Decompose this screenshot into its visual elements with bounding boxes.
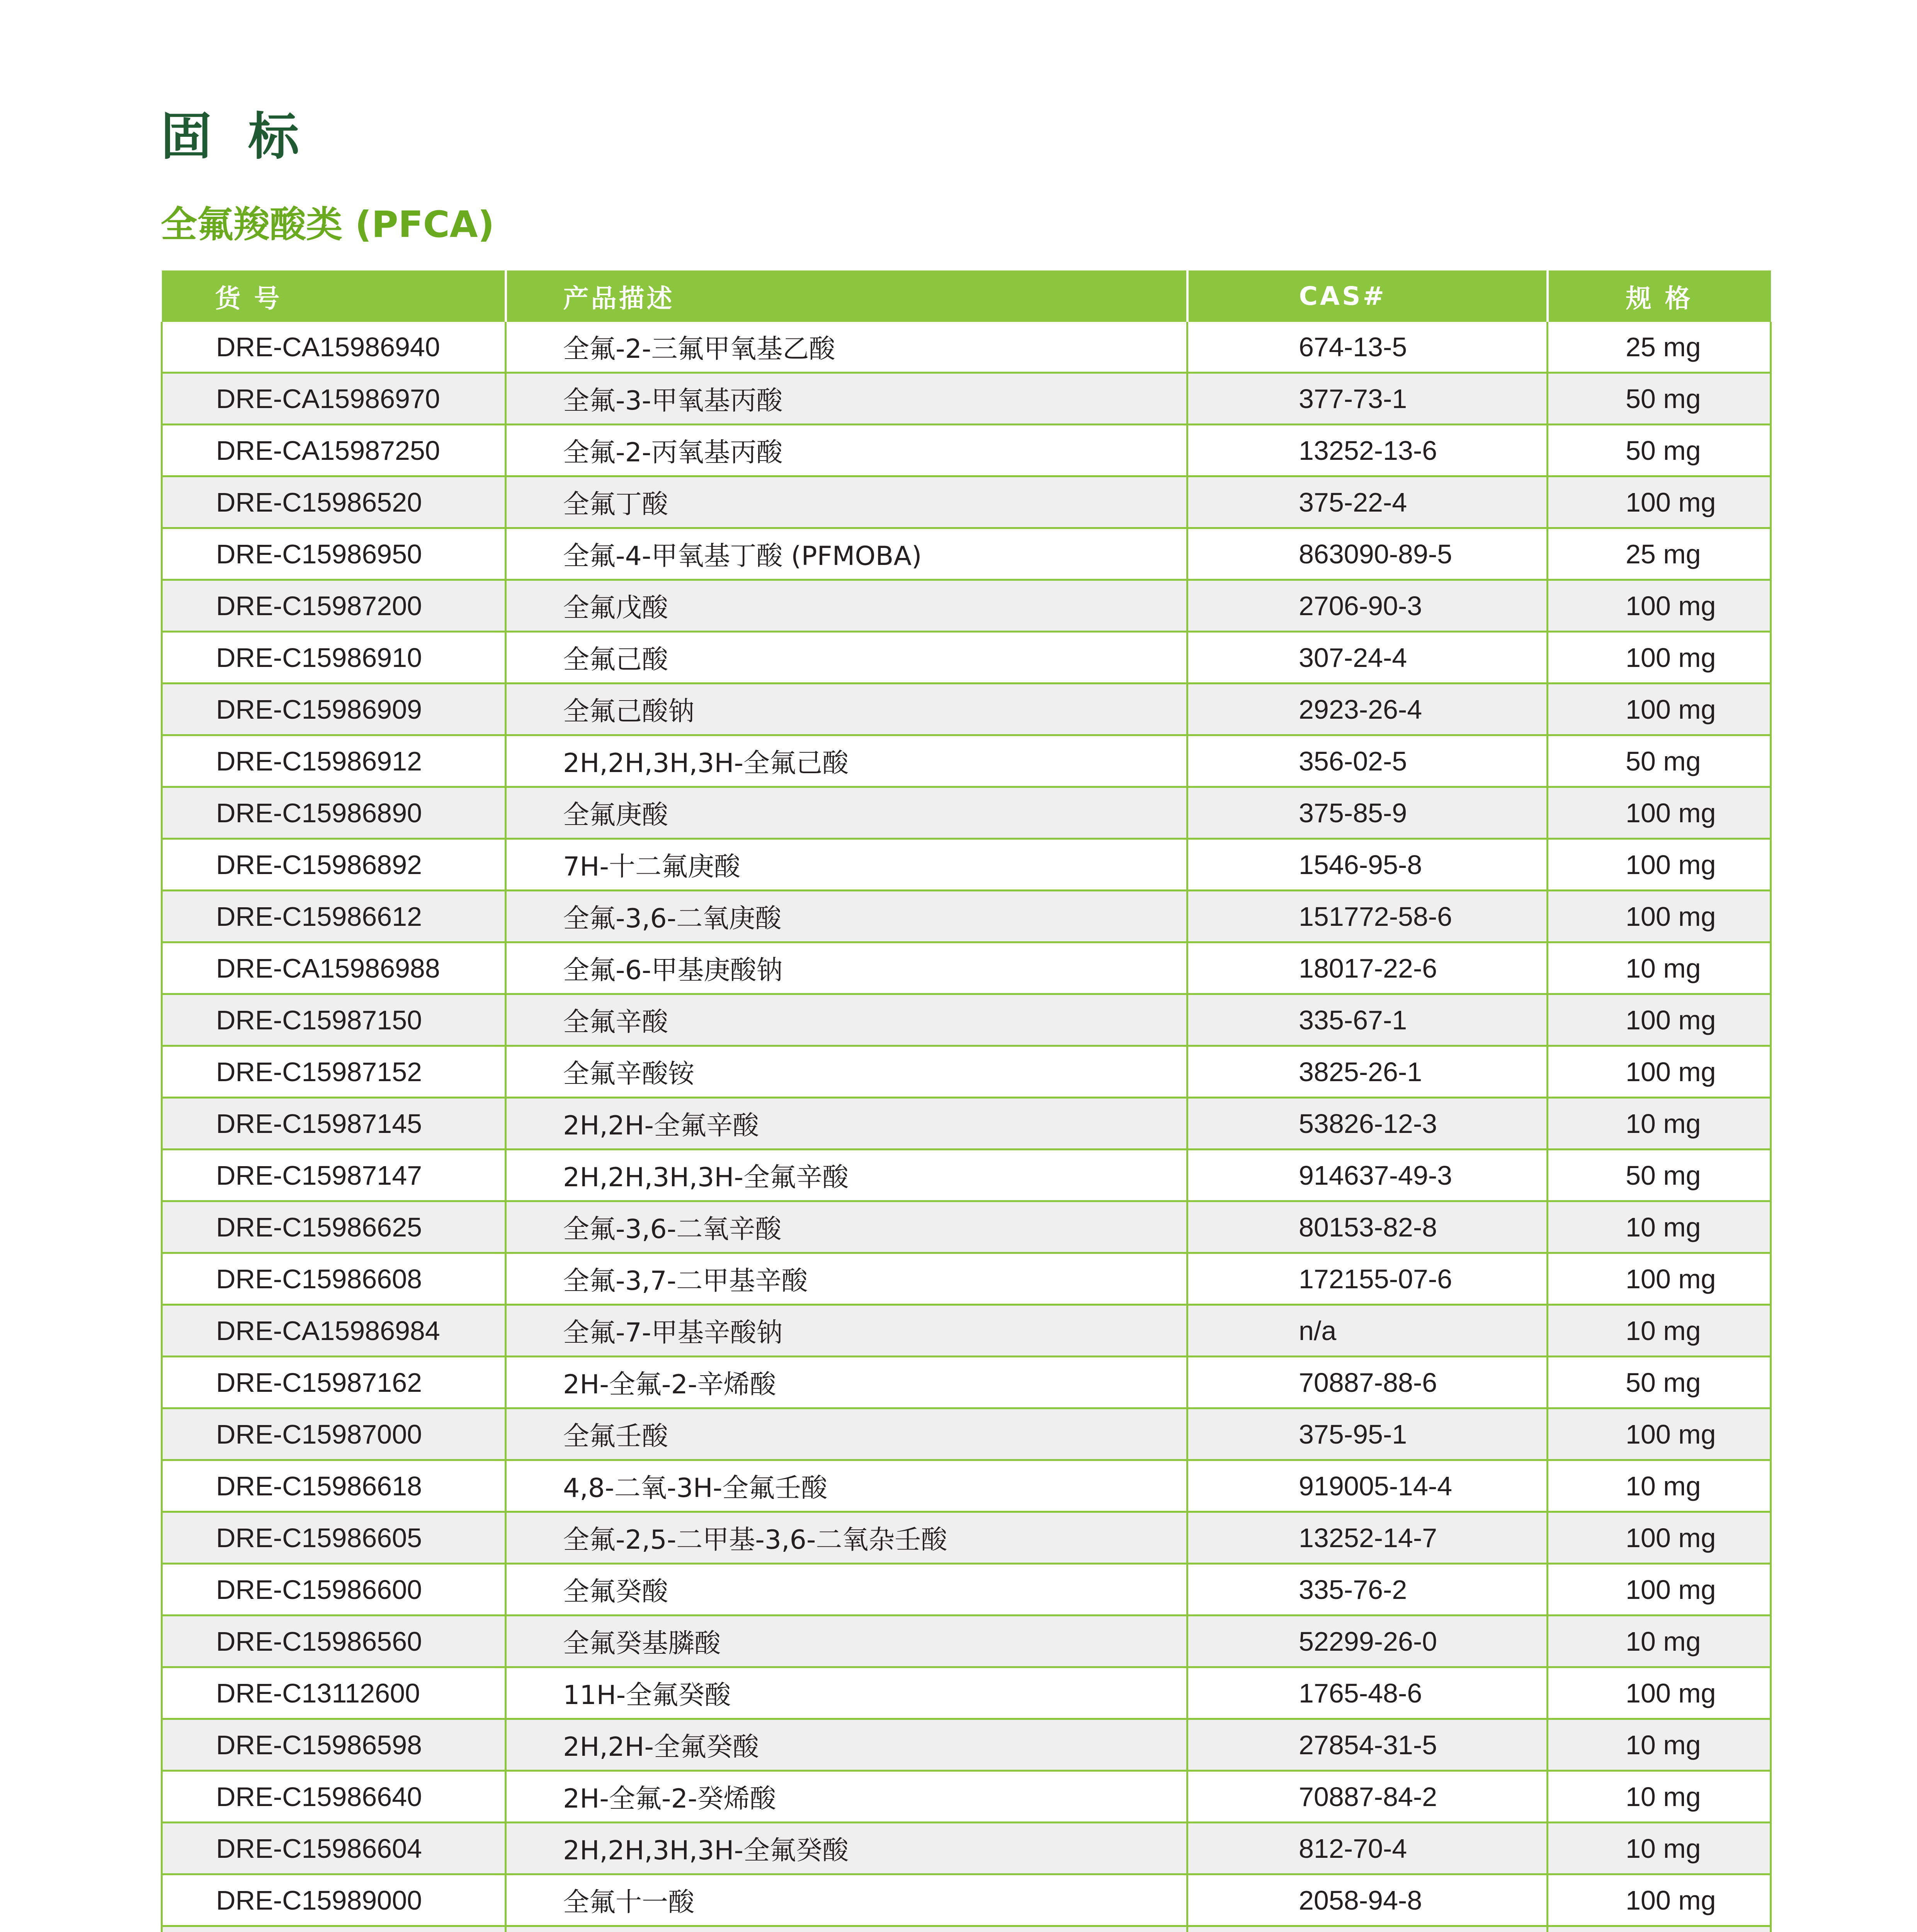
table-row <box>162 1564 1771 1616</box>
cell-cas-number: 812-70-4 <box>1187 1823 1548 1874</box>
cell-product-description: 全氟-3,6-二氧庚酸 <box>506 891 1187 942</box>
cell-product-description: 2H-全氟-2-辛烯酸 <box>506 1357 1187 1408</box>
cell-specification: 100 mg <box>1548 1046 1771 1098</box>
cell-product-description: 全氟辛酸铵 <box>506 1046 1187 1098</box>
cell-catalog-number: DRE-C15986640 <box>162 1771 506 1823</box>
cell-cas-number: 13252-13-6 <box>1187 425 1548 476</box>
cell-product-description: 全氟-4-甲氧基丁酸 (PFMOBA) <box>506 528 1187 580</box>
cell-product-description: 全氟丁酸 <box>506 476 1187 528</box>
cell-specification: 100 mg <box>1548 1408 1771 1460</box>
cell-specification: 100 mg <box>1548 1253 1771 1305</box>
cell-cas-number: 2706-90-3 <box>1187 580 1548 632</box>
table-header-row <box>162 270 1771 322</box>
table-row <box>162 1460 1771 1512</box>
cell-catalog-number: DRE-C15986950 <box>162 528 506 580</box>
cell-product-description: 全氟己酸钠 <box>506 684 1187 735</box>
cell-specification: 100 mg <box>1548 1512 1771 1564</box>
cell-catalog-number: DRE-C15986560 <box>162 1616 506 1667</box>
cell-product-description <box>506 1926 1187 1932</box>
cell-catalog-number: DRE-C15986612 <box>162 891 506 942</box>
cell-specification: 10 mg <box>1548 1771 1771 1823</box>
table-row <box>162 476 1771 528</box>
cell-cas-number: 375-22-4 <box>1187 476 1548 528</box>
cell-specification: 10 mg <box>1548 1460 1771 1512</box>
cell-catalog-number: DRE-C15986608 <box>162 1253 506 1305</box>
cell-product-description: 11H-全氟癸酸 <box>506 1667 1187 1719</box>
cell-product-description: 全氟壬酸 <box>506 1408 1187 1460</box>
cell-product-description: 全氟-3-甲氧基丙酸 <box>506 373 1187 425</box>
cell-catalog-number: DRE-C13112600 <box>162 1667 506 1719</box>
cell-cas-number: 70887-84-2 <box>1187 1771 1548 1823</box>
table-row <box>162 1201 1771 1253</box>
cell-cas-number: 914637-49-3 <box>1187 1150 1548 1201</box>
table-row <box>162 1046 1771 1098</box>
table-row <box>162 1512 1771 1564</box>
cell-cas-number: 2923-26-4 <box>1187 684 1548 735</box>
table-row <box>162 1926 1771 1932</box>
cell-catalog-number: DRE-C15986890 <box>162 787 506 839</box>
cell-catalog-number: DRE-C15986909 <box>162 684 506 735</box>
cell-product-description: 全氟-3,6-二氧辛酸 <box>506 1201 1187 1253</box>
table-row <box>162 839 1771 891</box>
cell-specification: 50 mg <box>1548 1357 1771 1408</box>
table-body <box>162 322 1771 1932</box>
table-row <box>162 1305 1771 1357</box>
table-row <box>162 1098 1771 1150</box>
cell-specification: 100 mg <box>1548 476 1771 528</box>
table-row <box>162 891 1771 942</box>
cell-catalog-number: DRE-C15986520 <box>162 476 506 528</box>
cell-specification: 10 mg <box>1548 1305 1771 1357</box>
cell-cas-number: 1546-95-8 <box>1187 839 1548 891</box>
table-row <box>162 994 1771 1046</box>
cell-specification: 50 mg <box>1548 425 1771 476</box>
cell-specification: 100 mg <box>1548 1667 1771 1719</box>
cell-cas-number: 18017-22-6 <box>1187 942 1548 994</box>
cell-cas-number: 375-85-9 <box>1187 787 1548 839</box>
page-title: 固 标 <box>161 107 308 167</box>
table-row <box>162 1253 1771 1305</box>
cell-specification <box>1548 1926 1771 1932</box>
table-row <box>162 1874 1771 1926</box>
cell-specification: 100 mg <box>1548 1874 1771 1926</box>
header-specification: 规 格 <box>1548 270 1771 322</box>
cell-specification: 50 mg <box>1548 735 1771 787</box>
cell-catalog-number: DRE-C15986625 <box>162 1201 506 1253</box>
table-row <box>162 787 1771 839</box>
cell-specification: 100 mg <box>1548 994 1771 1046</box>
cell-specification: 10 mg <box>1548 942 1771 994</box>
cell-cas-number <box>1187 1926 1548 1932</box>
cell-cas-number: 80153-82-8 <box>1187 1201 1548 1253</box>
cell-product-description: 2H,2H-全氟辛酸 <box>506 1098 1187 1150</box>
table-row <box>162 1667 1771 1719</box>
cell-cas-number: 335-76-2 <box>1187 1564 1548 1616</box>
table-row <box>162 1616 1771 1667</box>
cell-product-description: 7H-十二氟庚酸 <box>506 839 1187 891</box>
cell-specification: 100 mg <box>1548 580 1771 632</box>
cell-specification: 100 mg <box>1548 839 1771 891</box>
cell-specification: 100 mg <box>1548 1564 1771 1616</box>
cell-specification: 10 mg <box>1548 1201 1771 1253</box>
cell-product-description: 全氟癸酸 <box>506 1564 1187 1616</box>
cell-product-description: 全氟-2,5-二甲基-3,6-二氧杂壬酸 <box>506 1512 1187 1564</box>
cell-specification: 25 mg <box>1548 322 1771 373</box>
cell-catalog-number <box>162 1926 506 1932</box>
cell-cas-number: 1765-48-6 <box>1187 1667 1548 1719</box>
cell-product-description: 2H,2H,3H,3H-全氟癸酸 <box>506 1823 1187 1874</box>
cell-specification: 10 mg <box>1548 1098 1771 1150</box>
cell-cas-number: 27854-31-5 <box>1187 1719 1548 1771</box>
cell-cas-number: 52299-26-0 <box>1187 1616 1548 1667</box>
cell-specification: 50 mg <box>1548 373 1771 425</box>
cell-cas-number: 375-95-1 <box>1187 1408 1548 1460</box>
cell-catalog-number: DRE-C15986892 <box>162 839 506 891</box>
cell-catalog-number: DRE-C15986600 <box>162 1564 506 1616</box>
cell-catalog-number: DRE-C15987145 <box>162 1098 506 1150</box>
cell-catalog-number: DRE-C15987152 <box>162 1046 506 1098</box>
table-row <box>162 1771 1771 1823</box>
section-title: 全氟羧酸类 (PFCA) <box>161 204 495 246</box>
cell-product-description: 全氟戊酸 <box>506 580 1187 632</box>
cell-cas-number: 70887-88-6 <box>1187 1357 1548 1408</box>
cell-catalog-number: DRE-CA15987250 <box>162 425 506 476</box>
cell-product-description: 全氟-6-甲基庚酸钠 <box>506 942 1187 994</box>
cell-catalog-number: DRE-C15987147 <box>162 1150 506 1201</box>
cell-specification: 100 mg <box>1548 684 1771 735</box>
cell-product-description: 全氟辛酸 <box>506 994 1187 1046</box>
cell-cas-number: 151772-58-6 <box>1187 891 1548 942</box>
product-table-container <box>161 270 1770 1932</box>
table-row <box>162 1719 1771 1771</box>
product-table <box>161 270 1772 1932</box>
cell-product-description: 全氟-2-三氟甲氧基乙酸 <box>506 322 1187 373</box>
table-row <box>162 425 1771 476</box>
cell-catalog-number: DRE-C15986618 <box>162 1460 506 1512</box>
cell-catalog-number: DRE-C15989000 <box>162 1874 506 1926</box>
cell-product-description: 全氟-3,7-二甲基辛酸 <box>506 1253 1187 1305</box>
cell-specification: 100 mg <box>1548 891 1771 942</box>
cell-cas-number: 356-02-5 <box>1187 735 1548 787</box>
cell-specification: 100 mg <box>1548 632 1771 684</box>
cell-specification: 100 mg <box>1548 787 1771 839</box>
cell-cas-number: 172155-07-6 <box>1187 1253 1548 1305</box>
cell-product-description: 全氟-7-甲基辛酸钠 <box>506 1305 1187 1357</box>
cell-cas-number: 377-73-1 <box>1187 373 1548 425</box>
table-row <box>162 684 1771 735</box>
table-row <box>162 580 1771 632</box>
cell-product-description: 全氟己酸 <box>506 632 1187 684</box>
table-row <box>162 373 1771 425</box>
cell-catalog-number: DRE-C15987162 <box>162 1357 506 1408</box>
cell-catalog-number: DRE-CA15986988 <box>162 942 506 994</box>
cell-cas-number: 674-13-5 <box>1187 322 1548 373</box>
cell-product-description: 2H-全氟-2-癸烯酸 <box>506 1771 1187 1823</box>
table-row <box>162 1357 1771 1408</box>
cell-specification: 25 mg <box>1548 528 1771 580</box>
cell-catalog-number: DRE-CA15986970 <box>162 373 506 425</box>
cell-cas-number: 919005-14-4 <box>1187 1460 1548 1512</box>
cell-cas-number: n/a <box>1187 1305 1548 1357</box>
cell-specification: 50 mg <box>1548 1150 1771 1201</box>
table-row <box>162 735 1771 787</box>
table-row <box>162 942 1771 994</box>
cell-catalog-number: DRE-C15987200 <box>162 580 506 632</box>
cell-cas-number: 335-67-1 <box>1187 994 1548 1046</box>
table-row <box>162 1408 1771 1460</box>
cell-catalog-number: DRE-CA15986940 <box>162 322 506 373</box>
header-cas-number: CAS# <box>1187 270 1548 322</box>
cell-product-description: 全氟十一酸 <box>506 1874 1187 1926</box>
cell-catalog-number: DRE-C15986605 <box>162 1512 506 1564</box>
cell-cas-number: 13252-14-7 <box>1187 1512 1548 1564</box>
cell-product-description: 2H,2H,3H,3H-全氟辛酸 <box>506 1150 1187 1201</box>
cell-cas-number: 3825-26-1 <box>1187 1046 1548 1098</box>
cell-product-description: 4,8-二氧-3H-全氟壬酸 <box>506 1460 1187 1512</box>
table-row <box>162 632 1771 684</box>
cell-catalog-number: DRE-C15986910 <box>162 632 506 684</box>
cell-specification: 10 mg <box>1548 1719 1771 1771</box>
cell-catalog-number: DRE-C15987000 <box>162 1408 506 1460</box>
cell-catalog-number: DRE-C15987150 <box>162 994 506 1046</box>
cell-product-description: 全氟庚酸 <box>506 787 1187 839</box>
cell-catalog-number: DRE-C15986604 <box>162 1823 506 1874</box>
cell-catalog-number: DRE-C15986912 <box>162 735 506 787</box>
cell-specification: 10 mg <box>1548 1616 1771 1667</box>
cell-product-description: 2H,2H-全氟癸酸 <box>506 1719 1187 1771</box>
table-row <box>162 322 1771 373</box>
cell-cas-number: 2058-94-8 <box>1187 1874 1548 1926</box>
table-row <box>162 1823 1771 1874</box>
cell-product-description: 全氟癸基膦酸 <box>506 1616 1187 1667</box>
cell-product-description: 全氟-2-丙氧基丙酸 <box>506 425 1187 476</box>
cell-cas-number: 53826-12-3 <box>1187 1098 1548 1150</box>
cell-catalog-number: DRE-C15986598 <box>162 1719 506 1771</box>
cell-product-description: 2H,2H,3H,3H-全氟己酸 <box>506 735 1187 787</box>
cell-specification: 10 mg <box>1548 1823 1771 1874</box>
table-row <box>162 1150 1771 1201</box>
cell-cas-number: 863090-89-5 <box>1187 528 1548 580</box>
cell-cas-number: 307-24-4 <box>1187 632 1548 684</box>
cell-catalog-number: DRE-CA15986984 <box>162 1305 506 1357</box>
header-product-description: 产品描述 <box>506 270 1187 322</box>
table-row <box>162 528 1771 580</box>
header-catalog-number: 货 号 <box>162 270 506 322</box>
